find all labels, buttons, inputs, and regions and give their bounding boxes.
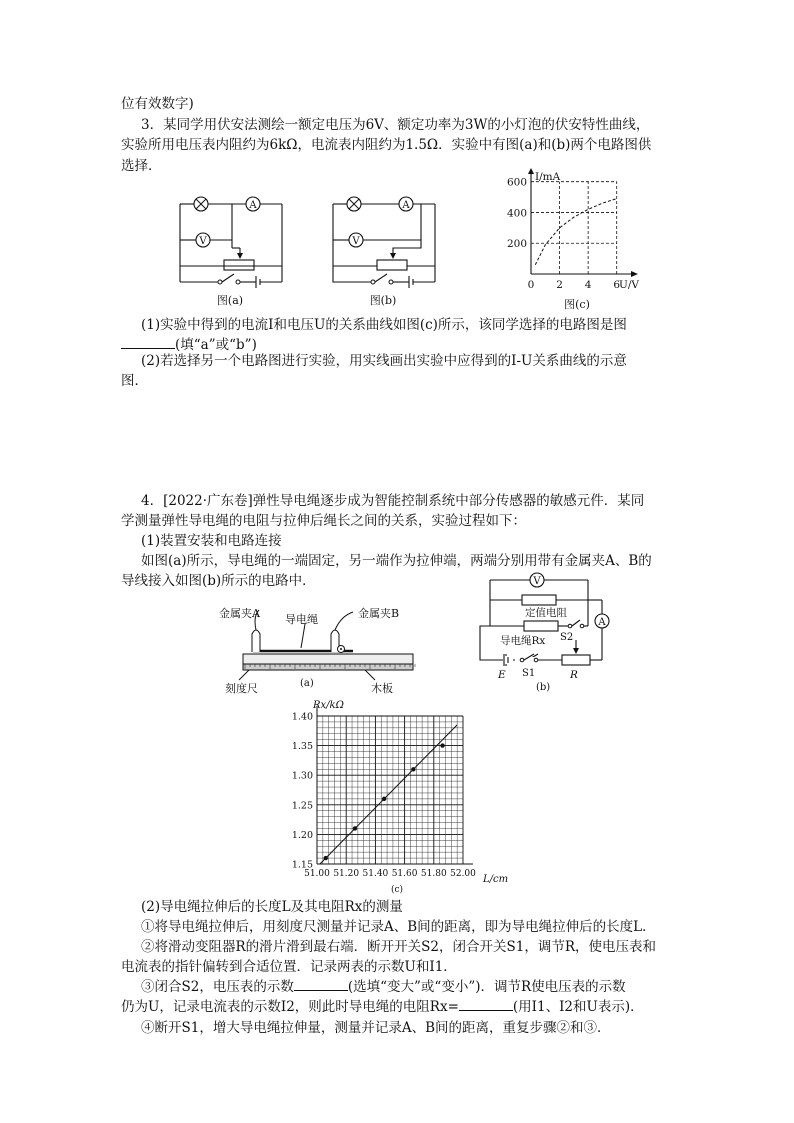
- ammeter-label: A: [402, 200, 410, 211]
- iu-dashed-curve: [535, 199, 616, 265]
- voltmeter-label: V: [533, 576, 541, 587]
- q3-sub1-hint: (填“a”或“b”): [175, 337, 257, 353]
- q4-fig-a-caption: (a): [300, 678, 314, 689]
- y-tick-label: 1.20: [291, 829, 313, 841]
- ruler-label: 刻度尺: [225, 682, 258, 695]
- q3-sub2-line2: 图．: [121, 373, 148, 389]
- x-tick-label: 51.20: [333, 869, 360, 879]
- step3-text-d: (用I1、I2和U表示)．: [512, 999, 644, 1015]
- y-tick-label: 1.25: [291, 800, 313, 812]
- data-point: [440, 743, 444, 747]
- r-label: R: [570, 669, 578, 681]
- x-tick-label: 51.80: [420, 869, 447, 879]
- step3-text-b: (选填“变大”或“变小”)．调节R使电压表的示数: [347, 979, 626, 995]
- answer-blank[interactable]: [294, 978, 348, 991]
- step3-text-c: 仍为U，记录电流表的示数I2，则此时导电绳的电阻Rx=: [121, 999, 459, 1015]
- y-tick-label: 200: [506, 238, 527, 251]
- clip-b-label: 金属夹B: [358, 607, 400, 620]
- fig-b-caption-q4: (b): [536, 682, 551, 693]
- q4-step2-iii-2: [121, 998, 644, 1016]
- x-tick-label: 0: [527, 279, 535, 291]
- e-label: E: [498, 669, 506, 681]
- x-tick-label: 52.00: [450, 869, 476, 879]
- q4-rx-l-chart: [283, 696, 513, 895]
- y-tick-label: 1.30: [291, 770, 313, 782]
- q4-step1-line1: 如图(a)所示，导电绳的一端固定，另一端作为拉伸端，两端分别用带有金属夹A、B的: [141, 553, 652, 569]
- q4-step2-ii-1: ②将滑动变阻器R的滑片滑到最右端．断开开关S2，闭合开关S1，调节R，使电压表和: [141, 939, 657, 955]
- fig-b-caption: 图(b): [369, 294, 397, 307]
- fig-c-caption: 图(c): [564, 298, 590, 311]
- data-point: [353, 826, 357, 830]
- q4-step1-title: (1)装置安装和电路连接: [141, 533, 282, 549]
- fig-a-caption: 图(a): [216, 294, 244, 307]
- ammeter-label: A: [249, 200, 257, 211]
- chart1-ylabel: I/mA: [535, 171, 561, 183]
- q4-circuit-figure: [470, 570, 622, 692]
- q4-step2-iv: ④断开S1，增大导电绳拉伸量，测量并记录A、B间的距离，重复步骤②和③．: [141, 1020, 611, 1036]
- q4-step2-title: (2)导电绳拉伸后的长度L及其电阻Rx的测量: [141, 899, 403, 915]
- x-tick-label: 51.60: [391, 869, 418, 879]
- voltmeter-label: V: [199, 236, 207, 247]
- q4-intro-1: 4．[2022·广东卷]弹性导电绳逐步成为智能控制系统中部分传感器的敏感元件．某同: [141, 493, 645, 509]
- x-tick-label: 2: [556, 279, 563, 291]
- q3-intro-3: 选择．: [121, 158, 162, 174]
- data-point: [382, 797, 386, 801]
- ammeter-label: A: [598, 617, 606, 628]
- q3-circuit-b: [325, 186, 449, 310]
- q4-step1-line2: 导线接入如图(b)所示的电路中．: [121, 573, 316, 589]
- chart2-caption: (c): [390, 885, 404, 895]
- q3-intro-2: 实验所用电压表内阻约为6kΩ，电流表内阻约为1.5Ω．实验中有图(a)和(b)两个电路图供: [121, 137, 652, 153]
- s1-label: S1: [522, 668, 536, 679]
- q4-apparatus-figure: [219, 600, 425, 695]
- q4-step2-i: ①将导电绳拉伸后，用刻度尺测量并记录A、B间的距离，即为导电绳拉伸后的长度L．: [141, 919, 656, 935]
- q4-step2-iii-1: [141, 978, 626, 996]
- q3-iu-chart: [505, 168, 645, 312]
- answer-blank[interactable]: [121, 336, 175, 349]
- s2-label: S2: [560, 632, 574, 643]
- q4-intro-2: 学测量弹性导电绳的电阻与拉伸后绳长之间的关系，实验过程如下：: [121, 513, 526, 529]
- q3-sub2-line1: (2)若选择另一个电路图进行实验，用实线画出实验中应得到的I-U关系曲线的示意: [141, 353, 627, 369]
- rope-label: 导电绳: [285, 613, 318, 626]
- data-point: [324, 856, 328, 860]
- answer-blank[interactable]: [459, 998, 513, 1011]
- bulb-icon: [347, 197, 361, 211]
- step3-text-a: ③闭合S2，电压表的示数: [141, 979, 294, 995]
- bulb-icon: [194, 197, 208, 211]
- y-tick-label: 600: [506, 176, 527, 189]
- y-tick-label: 400: [506, 207, 527, 220]
- chart2-ylabel: Rx/kΩ: [313, 700, 344, 711]
- y-tick-label: 1.35: [291, 741, 313, 753]
- fixed-resistor-label: 定值电阻: [525, 607, 567, 619]
- board-label: 木板: [371, 682, 393, 695]
- q3-sub1-line1: (1)实验中得到的电流I和电压U的关系曲线如图(c)所示，该同学选择的电路图是图: [141, 317, 627, 333]
- top-fragment: 位有效数字): [121, 96, 194, 112]
- x-tick-label: 51.40: [362, 869, 389, 879]
- q3-circuit-a: [172, 186, 296, 310]
- chart1-xlabel: U/V: [619, 279, 639, 291]
- data-point: [411, 767, 415, 771]
- y-tick-label: 1.15: [291, 859, 313, 871]
- rope-rx-label: 导电绳Rx: [500, 635, 546, 647]
- q3-intro-1: 3．某同学用伏安法测绘一额定电压为6V、额定功率为3W的小灯泡的伏安特性曲线，: [141, 117, 650, 133]
- x-tick-label: 4: [584, 279, 592, 291]
- clip-a-label: 金属夹A: [219, 607, 260, 620]
- voltmeter-label: V: [352, 236, 360, 247]
- chart2-xlabel: L/cm: [483, 874, 509, 885]
- x-tick-label: 6: [613, 279, 621, 291]
- x-tick-label: 51.00: [304, 869, 330, 879]
- y-tick-label: 1.40: [291, 711, 313, 723]
- q4-step2-ii-2: 电流表的指针偏转到合适位置．记录两表的示数U和I1．: [121, 959, 457, 975]
